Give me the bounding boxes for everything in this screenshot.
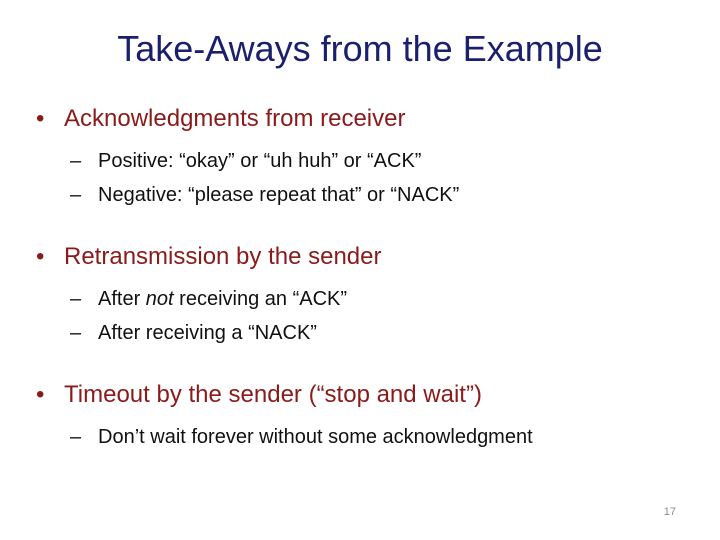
sub-item-after-not-receiving	[36, 282, 696, 316]
sub-item-negative	[36, 178, 696, 212]
sub-text-emphasis: not	[145, 288, 174, 310]
bullet-acknowledgments	[36, 104, 696, 134]
slide-title: Take-Aways from the Example	[117, 28, 603, 69]
bullet-text: Retransmission by the sender	[64, 243, 382, 270]
sub-text: Negative: “please repeat that” or “NACK”	[98, 184, 460, 206]
sub-text: Don’t wait forever without some acknowledgment	[98, 426, 533, 448]
sub-item-after-receiving-nack	[36, 316, 696, 350]
slide-content	[36, 100, 696, 454]
sub-list	[36, 144, 696, 212]
bullet-text: Acknowledgments from receiver	[64, 105, 406, 132]
bullet-group-acknowledgments	[36, 104, 696, 212]
sub-text: After receiving a “NACK”	[98, 322, 317, 344]
sub-text-after: receiving an “ACK”	[173, 288, 348, 310]
bullet-dot: •	[36, 243, 45, 270]
sub-dash: –	[70, 288, 82, 310]
sub-dash: –	[70, 322, 82, 344]
bullet-text: Timeout by the sender (“stop and wait”)	[64, 381, 482, 408]
bullet-dot: •	[36, 381, 45, 408]
sub-dash: –	[70, 184, 82, 206]
bullet-timeout	[36, 380, 696, 410]
bullet-group-retransmission	[36, 242, 696, 350]
bullet-group-timeout	[36, 380, 696, 454]
sub-list	[36, 420, 696, 454]
sub-item-dont-wait-forever	[36, 420, 696, 454]
sub-item-positive	[36, 144, 696, 178]
sub-text: Positive: “okay” or “uh huh” or “ACK”	[98, 150, 422, 172]
sub-list	[36, 282, 696, 350]
page-number: 17	[663, 506, 676, 518]
sub-text-before: After	[98, 288, 146, 310]
bullet-retransmission	[36, 242, 696, 272]
bullet-dot: •	[36, 105, 45, 132]
sub-dash: –	[70, 426, 82, 448]
sub-dash: –	[70, 150, 82, 172]
